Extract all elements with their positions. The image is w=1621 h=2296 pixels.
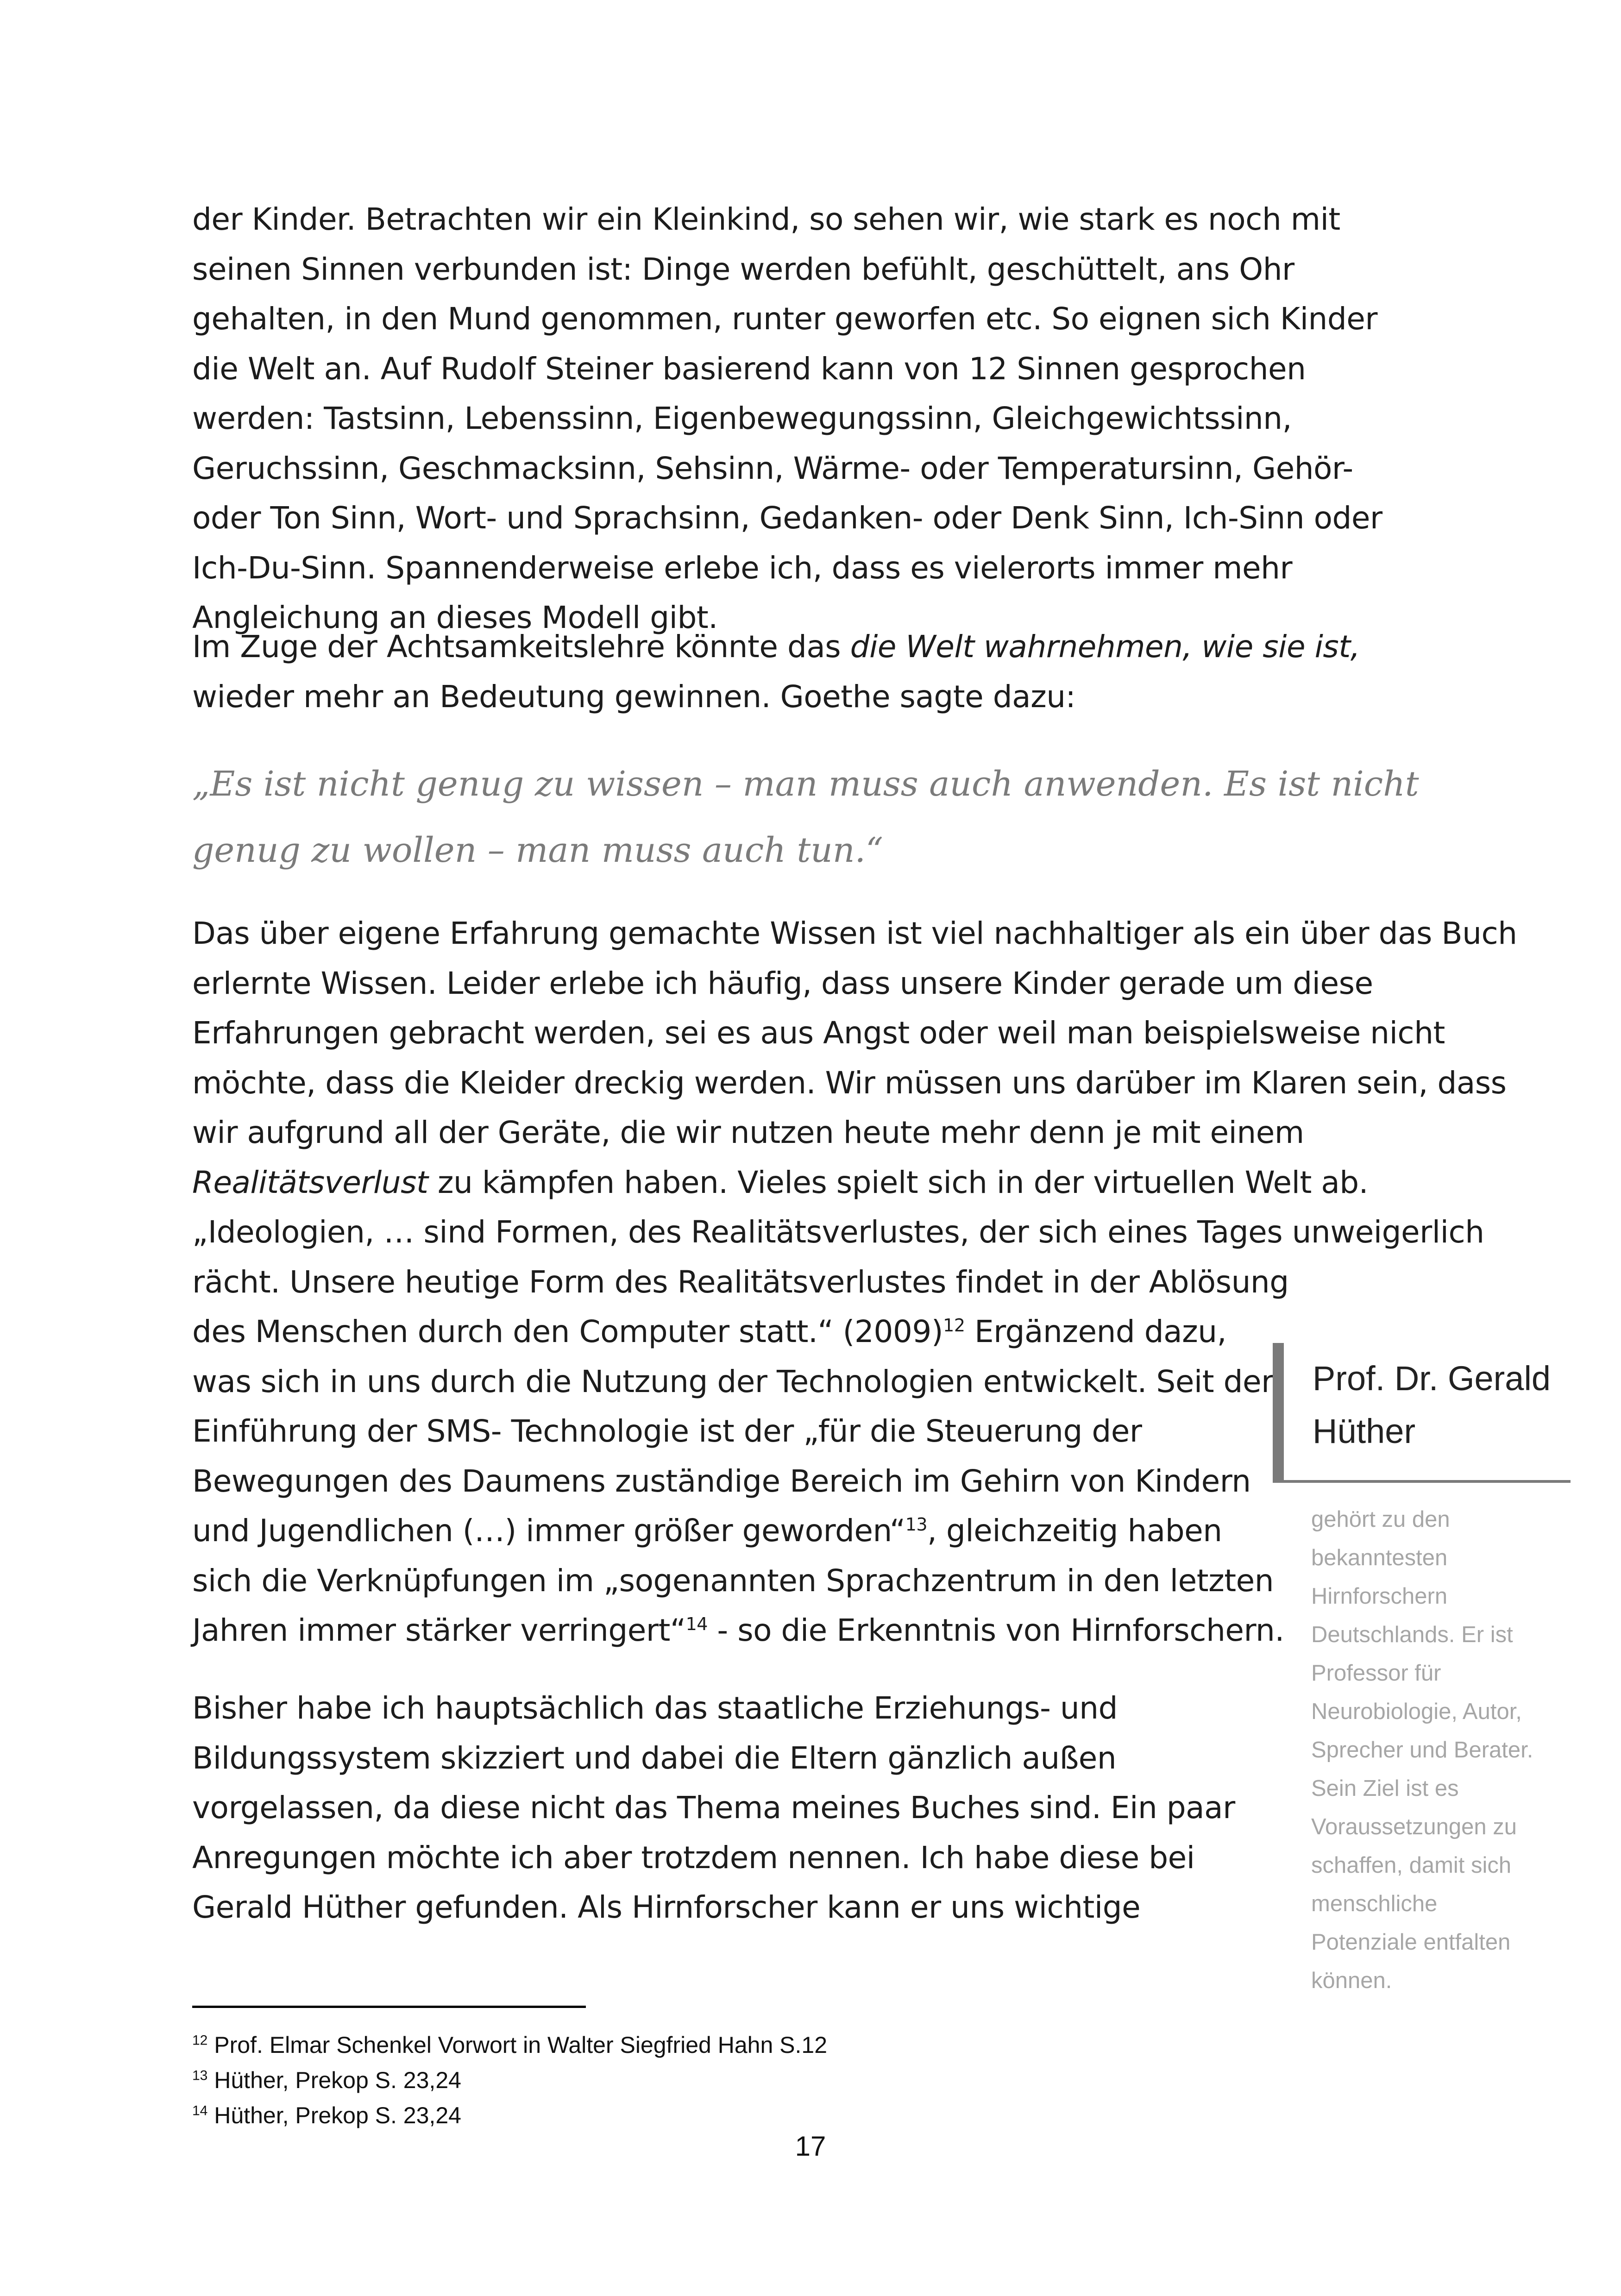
experience-line-15: Jahren immer stärker verringert“$^{14}$ - so die Erkenntnis von Hirnforschern. <box>192 1612 1284 1648</box>
sidebar-bio-line: Sprecher und Berater. <box>1311 1738 1533 1763</box>
sidebar-heading: Prof. Dr. Gerald Hüther <box>1273 1343 1571 1483</box>
experience-line-7: „Ideologien, … sind Formen, des Realitätsverlustes, der sich eines Tages unweigerlich <box>192 1214 1484 1250</box>
parents-line-4: Anregungen möchte ich aber trotzdem nennen. Ich habe diese bei <box>192 1839 1195 1876</box>
footnote-ref-13: 13 <box>905 1514 928 1535</box>
paragraph-experience <box>192 909 1517 1656</box>
parents-line-2: Bildungssystem skizziert und dabei die Eltern gänzlich außen <box>192 1740 1117 1776</box>
footnote-14: $^{14}$ Hüther, Prekop S. 23,24 <box>192 2102 461 2128</box>
sidebar-bio-line: Professor für <box>1311 1661 1441 1686</box>
experience-line-14: sich die Verknüpfungen im „sogenannten Sprachzentrum in den letzten <box>192 1562 1274 1599</box>
goethe-quote: „Es ist nicht genug zu wissen – man muss auch anwenden. Es ist nicht genug zu wollen – man muss auch tun.“ <box>192 764 1419 870</box>
experience-line-8: rächt. Unsere heutige Form des Realitätsverlustes findet in der Ablösung <box>192 1264 1289 1300</box>
parents-line-3: vorgelassen, da diese nicht das Thema meines Buches sind. Ein paar <box>192 1790 1235 1826</box>
sidebar-bio-line: gehört zu den <box>1311 1507 1450 1532</box>
footnote-13: $^{13}$ Hüther, Prekop S. 23,24 <box>192 2067 461 2093</box>
realitaetsverlust-emphasis: Realitätsverlust <box>192 1164 428 1200</box>
experience-line-5: wir aufgrund all der Geräte, die wir nutzen heute mehr denn je mit einem <box>192 1115 1304 1150</box>
sidebar-bio <box>1311 1500 1571 2000</box>
sidebar-bio-line: schaffen, damit sich <box>1311 1853 1512 1878</box>
paragraph-parents <box>192 1683 1234 1932</box>
experience-line-2: erlernte Wissen. Leider erlebe ich häufig, dass unsere Kinder gerade um diese <box>192 965 1373 1001</box>
footnote-ref-12: 12 <box>943 1315 965 1336</box>
experience-line-4: möchte, dass die Kleider dreckig werden. Wir müssen uns darüber im Klaren sein, dass <box>192 1065 1507 1101</box>
footnote-12: $^{12}$ Prof. Elmar Schenkel Vorwort in Walter Siegfried Hahn S.12 <box>192 2032 827 2058</box>
sidebar-bio-line: bekanntesten <box>1311 1545 1448 1570</box>
sidebar-bio-line: Sein Ziel ist es <box>1311 1776 1459 1801</box>
footnotes <box>192 2027 1350 2133</box>
sidebar-bio-line: menschliche <box>1311 1891 1438 1916</box>
paragraph-senses <box>192 194 1415 643</box>
experience-line-1: Das über eigene Erfahrung gemachte Wissen ist viel nachhaltiger als ein über das Buch <box>192 916 1517 951</box>
experience-line-11: Einführung der SMS- Technologie ist der „für die Steuerung der <box>192 1413 1142 1449</box>
sidebar-bio-line: Hirnforschern <box>1311 1584 1448 1609</box>
experience-line-10: was sich in uns durch die Nutzung der Technologien entwickelt. Seit der <box>192 1363 1274 1399</box>
sidebar-bio-line: Deutschlands. Er ist <box>1311 1622 1513 1647</box>
paragraph-mindfulness <box>192 622 1415 721</box>
experience-line-3: Erfahrungen gebracht werden, sei es aus Angst oder weil man beispielsweise nicht <box>192 1015 1445 1051</box>
experience-line-12: Bewegungen des Daumens zuständige Bereich im Gehirn von Kindern <box>192 1463 1251 1499</box>
sidebar-bio-line: Voraussetzungen zu <box>1311 1814 1517 1839</box>
footnote-ref-14: 14 <box>685 1614 708 1634</box>
sidebar-bio-line: können. <box>1311 1968 1392 1993</box>
parents-line-5: Gerald Hüther gefunden. Als Hirnforscher kann er uns wichtige <box>192 1889 1141 1925</box>
mindfulness-text-end: wieder mehr an Bedeutung gewinnen. Goethe sagte dazu: <box>192 678 1076 715</box>
paragraph-senses-text: der Kinder. Betrachten wir ein Kleinkind, so sehen wir, wie stark es noch mit seinen Sinnen verbunden ist: Dinge werden befühlt, geschüttelt, ans Ohr gehalten, in den Mund genommen, runter geworfen etc. So eignen sich Kinder die Welt an. Auf Rudolf Steiner basierend kann von 12 Sinnen gesprochen werden: Tastsinn, Lebenssinn, Eigenbewegungssinn, Gleichgewichtssinn, Geruchssinn, Geschmacksinn, Sehsinn, Wärme- oder Temperatursinn, Gehör- oder Ton Sinn, Wort- und Sprachsinn, Gedanken- oder Denk Sinn, Ich-Sinn oder Ich-Du-Sinn. Spannenderweise erlebe ich, dass es vielerorts immer mehr Angleichung an dieses Modell gibt. <box>192 201 1382 635</box>
mindfulness-text-start: Im Zuge der Achtsamkeitslehre könnte das <box>192 629 850 665</box>
sidebar-bio-line: Neurobiologie, Autor, <box>1311 1699 1522 1724</box>
sidebar-bio-line: Potenziale entfalten <box>1311 1930 1511 1955</box>
parents-line-1: Bisher habe ich hauptsächlich das staatliche Erziehungs- und <box>192 1690 1118 1726</box>
experience-line-9: des Menschen durch den Computer statt.“ $(2009)^{12}$ Ergänzend dazu, <box>192 1314 1227 1349</box>
mindfulness-emphasis: die Welt wahrnehmen, wie sie ist, <box>850 629 1360 665</box>
footnote-separator <box>192 2006 586 2008</box>
experience-line-13: und Jugendlichen (…) immer größer geworden“$^{13}$, gleichzeitig haben <box>192 1513 1222 1549</box>
page-number: 17 <box>795 2131 826 2162</box>
experience-line-6: Realitätsverlust zu kämpfen haben. Vieles spielt sich in der virtuellen Welt ab. <box>192 1164 1369 1200</box>
